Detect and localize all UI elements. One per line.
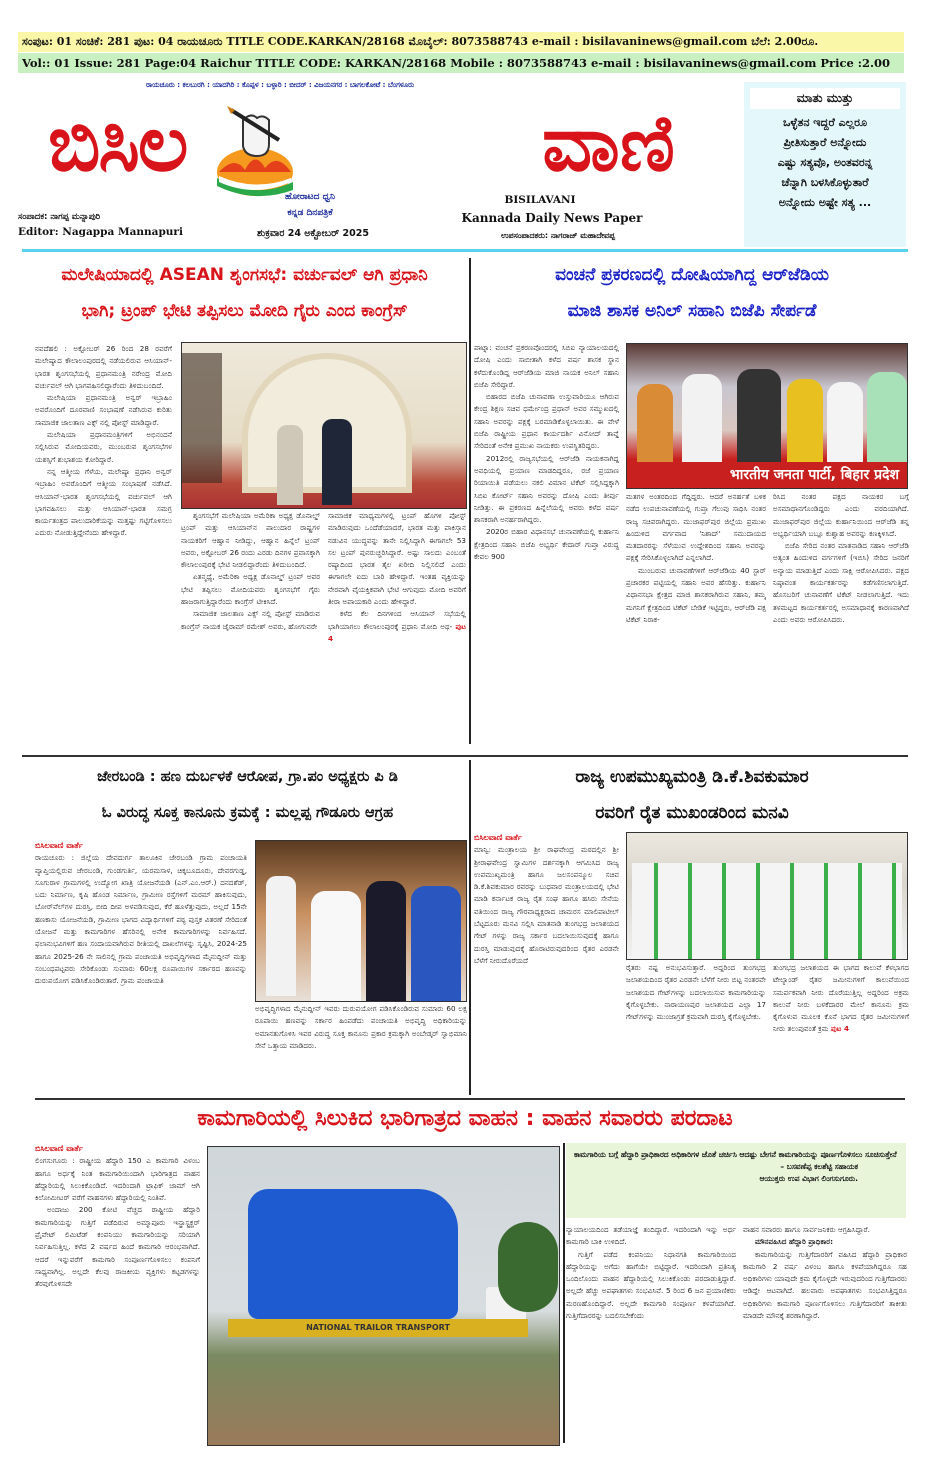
story1-photo (181, 342, 467, 509)
column-divider (563, 1143, 565, 1443)
paragraph: ನವದೆಹಲಿ : ಅಕ್ಟೋಬರ್ 26 ರಿಂದ 28 ರವರೆಗೆ ಮಲೇಷ್ಯಾದ ಕೌಲಾಲಂಪುರದಲ್ಲಿ ನಡೆಯಲಿರುವ ಆಸಿಯಾನ್-ಭಾರತ ಶೃಂಗಸಭೆಯಲ್ಲಿ ಪ್ರಧಾನಮಂತ್ರಿ ನರೇಂದ್ರ ಮೋದಿ ವರ್ಚುವಲ್ ಆಗಿ ಭಾಗವಹಿಸಲಿದ್ದಾರೆಂದು ತಿಳಿದುಬಂದಿದೆ. (35, 344, 172, 390)
person (737, 369, 781, 464)
story2-column-3 (773, 491, 909, 743)
person (266, 876, 296, 996)
story-kicker: ಬಿಸಿಲವಾಣಿ ವಾರ್ತೆ (474, 833, 522, 842)
editor-english: Editor: Nagappa Mannapuri (18, 226, 183, 238)
quote-line: ಒಳ್ಳೆತನ ಇದ್ದರೆ ಎಲ್ಲರೂ (783, 116, 867, 129)
person (311, 891, 361, 1001)
story3-photo (255, 840, 467, 1002)
paragraph (328, 608, 466, 645)
story3-headline-line1: ಜೇರಬಂಡಿ : ಹಣ ದುರ್ಬಳಕೆ ಆರೋಪ, ಗ್ರಾ.ಪಂ ಅಧ್ಯಕ್ಷರು ಪಿ ಡಿ (97, 769, 398, 785)
masthead-divider (22, 249, 908, 252)
paragraph: ಏತನ್ಮಧ್ಯೆ, ಅಮೆರಿಕಾ ಅಧ್ಯಕ್ಷ ಡೊನಾಲ್ಡ್ ಟ್ರಂಪ್ ಅವರ ಭೇಟಿ ತಪ್ಪಿಸಲು ಮೋದಿಯವರು ಶೃಂಗಸಭೆಗೆ ಗೈರು ಹಾಜರಾಗುತ್ತಿದ್ದಾರೆಂದು ಕಾಂಗ್ರೆಸ್ ಟೀಕಿಸಿದೆ. (181, 572, 320, 607)
column-divider (469, 760, 471, 1095)
quote-line: ಪ್ರೀತಿಸುತ್ತಾರೆ ಅನ್ನೋದು (783, 136, 867, 149)
story2-column-1 (474, 342, 619, 742)
paragraph: ಮಲೇಷಿಯಾ ಪ್ರಧಾನಮಂತ್ರಿ ಅನ್ವರ್ ಇಬ್ರಾಹಿಂ ಅವರೊಂದಿಗೆ ದೂರವಾಣಿ ಸಂಭಾಷಣೆ ನಡೆಸಿರುವ ಕುರಿತು ಸಾಮಾಜಿಕ ಜಾಲತಾಣ ಎಕ್ಸ್ ನಲ್ಲಿ ಪೋಸ್ಟ್ ಮಾಡಿದ್ದಾರೆ. (35, 393, 172, 427)
subheading: ಮೌನವಹಿಸಿದ ಹೆದ್ದಾರಿ ಪ್ರಾಧಿಕಾರ: (755, 1237, 833, 1247)
photo-banner-text: भारतीय जनता पार्टी, बिहार प्रदेश (627, 462, 907, 488)
paragraph: ಅಂದಾಜು 200 ಕೋಟಿ ವೆಚ್ಚದ ರಾಷ್ಟ್ರೀಯ ಹೆದ್ದಾರಿ ಕಾಮಗಾರಿಯನ್ನು ಗುತ್ತಿಗೆ ಪಡೆದಿರುವ ಅಮ್ಮಾಪೂರು ಇನ್ಫ್ರಾಸ್ಟ್ರಕ್ಚರ್ ಪ್ರೈವೇಟ್ ಲಿಮಿಟೆಡ್ ಕಂಪನಿಯು ಕಾಮಗಾರಿಯನ್ನು ಸರಿಯಾಗಿ ನಿರ್ವಹಿಸುತ್ತಿಲ್ಲ. ಕಳೆದ 2 ವರ್ಷದ ಹಿಂದೆ ಕಾಮಗಾರಿ ಆರಂಭವಾಗಿದೆ. ಆದರೆ ಇನ್ನುವರೆಗೆ ಕಾಮಗಾರಿ ಸಂಪೂರ್ಣಗೊಳಿಸಲು ಕಂಪನಿಗೆ ಸಾಧ್ಯವಾಗಿಲ್ಲ. ಅಲ್ಲದೇ ಕೆಲವು ರಾಜಕೀಯ ವ್ಯಕ್ತಿಗಳು ಕಟ್ಟಡಗಳನ್ನು ತೆರವುಗೊಳಿಸದೇ (35, 1205, 200, 1289)
quote-box (744, 82, 906, 247)
tagline-voice: ಹೋರಾಟದ ಧ್ವನಿ (284, 192, 336, 202)
paragraph: ರಿಸಿದ ನಂತರ ಪಕ್ಷದ ನಾಯಕರ ಬಗ್ಗೆ ಅಸಮಾಧಾನಗೊಂಡಿದ್ದರು ಎಂದು ವರದಿಯಾಗಿದೆ. ಮುಜಾಫರ್‌ಪುರ ಜಿಲ್ಲೆಯ ಕುರ್ಹಾನಿಯಿಂದ ಆರ್‌ಜೆಡಿ ತನ್ನ ಅಭ್ಯರ್ಥಿಯಾಗಿ ಬಬ್ಲೂ ಕುಶ್ವಾಹ ಅವರನ್ನು ಕಣಕ್ಕಿಳಿಸಿದೆ. (773, 492, 909, 538)
person (366, 881, 406, 1001)
edition-cities: ರಾಯಚೂರು : ಕಲಬುರಗಿ : ಯಾದಗಿರಿ : ಕೊಪ್ಪಳ : ಬಳ್ಳಾರಿ : ಬೀದರ್ : ವಿಜಯನಗರ : ಬಾಗಲಕೋಟೆ : ಬೆಂಗಳೂರು (145, 81, 415, 89)
paragraph: ಮತಗಳ ಅಂತರದಿಂದ ಗೆದ್ದಿದ್ದರು. ಆದರೆ ಅನರ್ಹತೆ ಬಳಿಕ ನಡೆದ ಉಪಚುನಾವಣೆಯಲ್ಲಿ ಗುಪ್ತಾ ಗೆಲುವು ಸಾಧಿಸಿ ನಂತರ ರಾಜ್ಯ ಸಚಿವರಾಗಿದ್ದರು. ಮುಜಾಫರ್‌ಪುರ ಜಿಲ್ಲೆಯ ಪ್ರಮುಖ ಹಿಂದುಳಿದ ವರ್ಗವಾದ 'ನಿಶಾದ್' ಸಮುದಾಯದ ಮತದಾರರನ್ನು ಸೆಳೆಯುವ ಉದ್ದೇಶದಿಂದ ಸಹಾನಿ ಅವರನ್ನು ಪಕ್ಷಕ್ಕೆ ಸೇರಿಸಿಕೊಳ್ಳಲಾಗಿದೆ ಎನ್ನಲಾಗಿದೆ. (626, 492, 766, 563)
paragraph: ನನ್ನ ಆತ್ಮೀಯ ಗೆಳೆಯ, ಮಲೇಷ್ಯಾ ಪ್ರಧಾನಿ ಅನ್ವರ್ ಇಬ್ರಾಹಿಂ ಅವರೊಂದಿಗೆ ಆತ್ಮೀಯ ಸಂಭಾಷಣೆ ನಡೆಸಿದೆ. ಆಸಿಯಾನ್-ಭಾರತ ಶೃಂಗಸಭೆಯಲ್ಲಿ ವರ್ಚುವಲ್ ಆಗಿ ಭಾಗವಹಿಸಲು ಮತ್ತು ಆಸಿಯಾನ್-ಭಾರತ ಸಮಗ್ರ ಕಾರ್ಯತಂತ್ರದ ಪಾಲುದಾರಿಕೆಯನ್ನು ಮತ್ತಷ್ಟು ಗಟ್ಟಿಗೊಳಿಸಲು ಎದುರು ನೋಡುತ್ತಿದ್ದೇನೆಂದು ಹೇಳಿದ್ದಾರೆ. (35, 466, 172, 538)
paragraph: ಸಾಮಾಜಿಕ ಮಾಧ್ಯಮಗಳಲ್ಲಿ ಟ್ರಂಪ್ ಹೊಗಳಿ ಪೋಸ್ಟ್ ಮಾಡಿರುವುದು ಒಂದೆಡೆಯಾದರೆ, ಭಾರತ ಮತ್ತು ಪಾಕಿಸ್ತಾನ ನಡುವಿನ ಯುದ್ಧವನ್ನು ತಾನೇ ನಿಲ್ಲಿಸಿದ್ದಾಗಿ ಈಗಾಗಲೇ 53 ಸಲ ಟ್ರಂಪ್ ಪುನರುಚ್ಚರಿಸಿದ್ದಾರೆ. ಅಷ್ಟು ಸಾಲದು ಎಂಬಂತೆ ರಷ್ಯಾದಿಂದ ಭಾರತ ತೈಲ ಖರೀದಿ ನಿಲ್ಲಿಸಲಿದೆ ಎಂದು ಈಗಾಗಲೇ ಐದು ಬಾರಿ ಹೇಳಿದ್ದಾರೆ. ಇಂತಹ ವ್ಯಕ್ತಿಯನ್ನು ನೇರವಾಗಿ ವೈಯಕ್ತಿಕವಾಗಿ ಭೇಟಿ ಆಗುವುದು ಮೋದಿ ಅವರಿಗೆ ತೀರಾ ಅಪಾಯಕಾರಿ ಎಂದು ಹೇಳಿದ್ದಾರೆ. (328, 511, 466, 607)
furniture (182, 353, 222, 483)
story4-headline-line1: ರಾಜ್ಯ ಉಪಮುಖ್ಯಮಂತ್ರಿ ಡಿ.ಕೆ.ಶಿವಕುಮಾರ (575, 767, 809, 787)
paragraph: ರೈತರು ನಷ್ಟ ಅನುಭವಿಸುತ್ತಾರೆ. ಅದ್ದರಿಂದ ತುಂಗಭದ್ರ ಜಲಾಶಯದಿಂದ ರೈತರ ಎರಡನೇ ಬೆಳೆಗೆ ನೀರು ಬಿಟ್ಟ ನಂತರವೇ ಜಲಾಶಯದ ಗೇಟ್‌ಗಳನ್ನು ಬದಲಾಯಿಸುವ ಕಾಮಗಾರಿಯನ್ನು ಕೈಗೊಳ್ಳಬೇಕು. ನಾರಾಯಣಪುರ ಜಲಾಶಯದ ಎಲ್ಲಾ 17 ಗೇಟ್‌ಗಳನ್ನು ಮುಂಜಾಗ್ರತೆ ಕ್ರಮವಾಗಿ ದುರಸ್ತಿ ಕೈಗೊಳ್ಳಬೇಕು. (626, 963, 766, 1022)
story1-headline-line1: ಮಲೇಷಿಯಾದಲ್ಲಿ ASEAN ಶೃಂಗಸಭೆ: ವರ್ಚುವಲ್ ಆಗಿ ಪ್ರಧಾನಿ (61, 265, 428, 285)
story4-photo (626, 832, 908, 960)
person (411, 886, 461, 1001)
paragraph: ಕಾಮಗಾರಿಯನ್ನು ಗುತ್ತಿಗೆದಾರರಿಗೆ ವಹಿಸಿದ ಹೆದ್ದಾರಿ ಪ್ರಾಧಿಕಾರ ಕಾಮಗಾರಿ 2 ವರ್ಷ ವಿಳಂಬ ಹಾಗೂ ಕಳಪೆಯಾಗಿದ್ದರೂ ಸಹ ಅಧಿಕಾರಿಗಳು ಯಾವುದೇ ಕ್ರಮ ಕೈಗೊಳ್ಳದೇ ಇರುವುದರಿಂದ ಗುತ್ತಿಗೆದಾರರು ಆಡಿದ್ದೇ ಆಟವಾಗಿದೆ. ಹಲವಾರು ಅಪಘಾತಗಳು ಸಂಭವಿಸಿತ್ತಿದ್ದರೂ ಅಧಿಕಾರಿಗಳು ಕಾಮಗಾರಿ ಪೂರ್ಣಗೊಳಿಸಲು ಗುತ್ತಿಗೆದಾರರಿಗೆ ತಾಕೀತು ಮಾಡದೇ ಮೌನಕ್ಕೆ ಶರಣಾಗಿದ್ದಾರೆ. (743, 1249, 907, 1321)
paragraph: 2020ರ ಬಿಹಾರ ವಿಧಾನಸಭೆ ಚುನಾವಣೆಯಲ್ಲಿ ಕುರ್ಹಾನಿ ಕ್ಷೇತ್ರದಿಂದ ಸಹಾನಿ ಬಿಜೆಪಿ ಅಭ್ಯರ್ಥಿ ಕೇದಾರ್ ಗುಪ್ತಾ ವಿರುದ್ಧ ಕೇವಲ 900 (474, 527, 619, 562)
story1-column-3 (328, 510, 466, 745)
paragraph: ಲಿಂಗಸುಗೂರು : ರಾಷ್ಟ್ರೀಯ ಹೆದ್ದಾರಿ 150 ಎ ಕಾಮಗಾರಿ ವಿಳಂಬ ಹಾಗೂ ಅರ್ಧಕ್ಕೆ ನಿಂತ ಕಾಮಗಾರಿಯಿಂದಾಗಿ ಭಾರಿಗಾತ್ರದ ವಾಹನ ಹೆದ್ದಾರಿಯಲ್ಲಿ ಸಿಲುಕಿಕೊಂಡಿದೆ. ಇದರಿಂದಾಗಿ ಟ್ರಾಫಿಕ್ ಜಾಮ್ ಆಗಿ ಕಿಲೋಮೀಟರ್ ವರೆಗೆ ವಾಹನಗಳು ಹೆದ್ದಾರಿಯಲ್ಲಿ ನಿಂತಿವೆ. (35, 1156, 200, 1203)
brand-subtitle: Kannada Daily News Paper (461, 211, 643, 225)
person-left (277, 425, 303, 505)
story2-headline-line1: ವಂಚನೆ ಪ್ರಕರಣದಲ್ಲಿ ದೋಷಿಯಾಗಿದ್ದ ಆರ್‌ಜೆಡಿಯ (555, 265, 829, 285)
story5-column-1 (35, 1143, 200, 1443)
story1-column-2 (181, 510, 320, 745)
story5-headline: ಕಾಮಗಾರಿಯಲ್ಲಿ ಸಿಲುಕಿದ ಭಾರಿಗಾತ್ರದ ವಾಹನ : ವಾಹನ ಸವಾರರು ಪರದಾಟ (197, 1106, 733, 1131)
paragraph: ಮುಂಬರುವ ಚುನಾವಣೆಗಳಿಗೆ ಆರ್‌ಜೆಡಿಯ 40 ಸ್ಟಾರ್ ಪ್ರಚಾರಕರ ಪಟ್ಟಿಯಲ್ಲಿ ಸಹಾನಿ ಅವರ ಹೆಸರಿತ್ತು. ಕುರ್ಹಾನಿ ವಿಧಾನಸಭಾ ಕ್ಷೇತ್ರದ ಮಾಜಿ ಶಾಸಕರಾಗಿರುವ ಸಹಾನಿ, ತಮ್ಮ ಮಗನಿಗೆ ಕ್ಷೇತ್ರದಿಂದ ಟಿಕೆಟ್ ಬೇಡಿಕೆ ಇಟ್ಟಿದ್ದರು, ಆರ್‌ಜೆಡಿ ಪಕ್ಷ ಟಿಕೆಟ್ ನಿರಾಕ- (626, 565, 766, 624)
masthead-title-left: ಬಿಸಿಲ (48, 99, 187, 189)
brand-name: BISILAVANI (504, 194, 576, 206)
story4-column-3 (773, 962, 909, 1094)
paragraph: ಸಾಮಾಜಿಕ ಜಾಲತಾಣ ಎಕ್ಸ್ ನಲ್ಲಿ ಪೋಸ್ಟ್ ಮಾಡಿರುವ ಕಾಂಗ್ರೆಸ್ ನಾಯಕ ಜೈರಾಮ್ ರಮೇಶ್ ಅವರು, ಹೋಗುವರೇ (181, 609, 320, 631)
paragraph-text: ಕಳೆದ ಕೆಲ ದಿನಗಳಿಂದ ಆಸಿಯಾನ್ ಸಭೆಯಲ್ಲಿ ಭಾಗಿಯಾಗಲು ಕೌಲಾಲಂಪುರಕ್ಕೆ ಪ್ರಧಾನಿ ಮೋದಿ ಅಥ- (328, 609, 466, 631)
story2-column-2 (626, 491, 766, 743)
story3-column-2 (255, 1003, 467, 1095)
paragraph: ಮಲೇಷಿಯಾ ಪ್ರಧಾನಮಂತ್ರಿಗಳಿಗೆ ಅಭಿನಂದನೆ ಸಲ್ಲಿಸಿರುವ ಮೋದಿಯವರು, ಮುಂಬರುವ ಶೃಂಗಸಭೆಗಳ ಯಶಸ್ಸಿಗೆ ಶುಭಾಶಯ ಕೋರಿದ್ದಾರೆ. (35, 430, 172, 464)
person (682, 374, 722, 464)
group-of-farmers (632, 863, 902, 959)
quote-line: ಚೆನ್ನಾಗಿ ಬಳಸಿಕೊಳ್ಳುತಾರೆ (781, 176, 869, 189)
quote-line: ಎಷ್ಟು ಸತ್ಯವೊ, ಅಂತವರನ್ನ (777, 156, 873, 169)
paragraph: ನ್ಯಾಯಾಲಯದಿಂದ ತಡೆಯಾಜ್ಞೆ ತಂದಿದ್ದಾರೆ. ಇದರಿಂದಾಗಿ ಇನ್ನು ಅರ್ಧ ಕಾಮಗಾರಿ ಬಾಕಿ ಉಳಿದಿದೆ. (566, 1225, 736, 1247)
continued-marker[interactable]: ಪುಟ 4 (830, 1024, 849, 1034)
pull-quote-attribution: – ಬಸವಣೆಪ್ಪ ಕಲಶೆಟ್ಟಿ ಸಹಾಯಕ (780, 1162, 858, 1171)
paragraph: ಬಿಹಾರದ ಬಿಜೆಪಿ ಚುನಾವಣಾ ಉಸ್ತುವಾರಿಯೂ ಆಗಿರುವ ಕೇಂದ್ರ ಶಿಕ್ಷಣ ಸಚಿವ ಧರ್ಮೇಂದ್ರ ಪ್ರಧಾನ್ ಅವರ ಸಮ್ಮುಖದಲ್ಲಿ ಸಹಾನಿ ಅವರನ್ನು ಪಕ್ಷಕ್ಕೆ ಬರಮಾಡಿಕೊಳ್ಳಲಾಯಿತು. ಈ ವೇಳೆ ಬಿಜೆಪಿ ರಾಷ್ಟ್ರೀಯ ಪ್ರಧಾನ ಕಾರ್ಯದರ್ಶಿ ವಿನೋದ್ ತಾವ್ಡೆ ಸೇರಿದಂತೆ ಅನೇಕ ಪ್ರಮುಖ ನಾಯಕರು ಉಪಸ್ಥಿತರಿದ್ದರು. (474, 392, 619, 451)
person (867, 372, 907, 464)
tagline-daily: ಕನ್ನಡ ದಿನಪತ್ರಿಕೆ (287, 208, 333, 218)
person-right (322, 419, 352, 505)
story2-headline-line2: ಮಾಜಿ ಶಾಸಕ ಅನಿಲ್ ಸಹಾನಿ ಬಿಜೆಪಿ ಸೇರ್ಪಡೆ (567, 301, 817, 321)
tarp-covered-cargo (248, 1189, 458, 1319)
continued-marker[interactable]: ಪುಟ 4 (328, 621, 466, 643)
story-kicker: ಬಿಸಿಲವಾಣಿ ವಾರ್ತೆ (35, 1144, 83, 1153)
masthead-title-right: ವಾಣಿ (542, 99, 675, 189)
trailer-label: NATIONAL TRAILOR TRANSPORT (228, 1319, 528, 1337)
paragraph: 2012ರಲ್ಲಿ ರಾಜ್ಯಸಭೆಯಲ್ಲಿ ಆರ್‌ಜೆಡಿ ನಾಯಕನಾಗಿದ್ದ ಅವಧಿಯಲ್ಲಿ ಪ್ರಯಾಣ ಮಾಡದಿದ್ದರೂ, ರಜೆ ಪ್ರಯಾಣ ರಿಯಾಯಿತಿ ಪಡೆಯಲು ನಕಲಿ ವಿಮಾನ ಟಿಕೆಟ್ ಸಲ್ಲಿಸಿದ್ದಕ್ಕಾಗಿ ಸಿಬಿಐ ಕೋರ್ಟ್ ಸಹಾನಿ ಅವರನ್ನು ದೋಷಿ ಎಂದು ತೀರ್ಪು ನೀಡಿತ್ತು. ಈ ಪ್ರಕರಣದ ಹಿನ್ನೆಲೆಯಲ್ಲಿ ಅವರು ಕಳೆದ ವರ್ಷ ಶಾಸಕರಾಗಿ ಅನರ್ಹರಾಗಿದ್ದರು. (474, 453, 619, 525)
story2-photo (626, 343, 908, 489)
quote-heading: ಮಾತು ಮುತ್ತು (750, 88, 900, 109)
story3-column-1 (35, 840, 247, 1095)
info-strip-kannada: ಸಂಪುಟ: 01 ಸಂಚಿಕೆ: 281 ಪುಟ: 04 ರಾಯಚೂರು TITLE CODE.KARKAN/28168 ಮೊಬೈಲ್: 8073588743 e-mail : bisilavaninews@gmail.com ಬೆಲೆ: 2.00ರೂ. (18, 32, 904, 52)
quote-body (750, 113, 900, 213)
section-divider (35, 1098, 905, 1100)
raised-fist-pen-icon (205, 100, 305, 200)
paragraph: ಬಿಜೆಪಿ ಸೇರಿದ ನಂತರ ಮಾತನಾಡಿದ ಸಹಾನಿ ಆರ್‌ಜೆಡಿ ಅತ್ಯಂತ ಹಿಂದುಳಿದ ವರ್ಗಗಳಿಗೆ (ಇಬಿಸಿ) ಸೇರಿದ ಜನರಿಗೆ ಅನ್ಯಾಯ ಮಾಡುತ್ತಿದೆ ಎಂದು ಸಾಕ್ಷಿ ಆರೋಪಿಸಿದರು. ಪಕ್ಷದ ನಿಷ್ಠಾವಂತ ಕಾರ್ಯಕರ್ತರನ್ನು ಕಡೆಗಣಿಸಲಾಗುತ್ತಿದೆ. ಹೊಸಬರಿಗೆ ಚುನಾವಣೆಗೆ ಟಿಕೆಟ್ ನೀಡಲಾಗುತ್ತಿದೆ. ಇದು ತಳಮಟ್ಟದ ಕಾರ್ಯಕರ್ತರಲ್ಲಿ ಅಸಮಾಧಾನಕ್ಕೆ ಕಾರಣವಾಗಿದೆ ಎಂದು ಅವರು ಆರೋಪಿಸಿದರು. (773, 541, 909, 624)
paragraph: ಮಾನ್ವಿ: ಮಂತ್ರಾಲಯ ಶ್ರೀ ರಾಘವೇಂದ್ರ ಮಠದಲ್ಲಿನ ಶ್ರೀ ಶ್ರೀರಾಘವೇಂದ್ರ ಸ್ವಾಮಿಗಳ ದರ್ಶನಕ್ಕಾಗಿ ಆಗಮಿಸಿದ ರಾಜ್ಯ ಉಪಮುಖ್ಯಮಂತ್ರಿ ಹಾಗೂ ಜಲಸಂಪನ್ಮೂಲ ಸಚಿವ ಡಿ.ಕೆ.ಶಿವಕುಮಾರ ರವರನ್ನು ಬುಧವಾರ ಮಂತ್ರಾಲಯದಲ್ಲಿ ಭೇಟಿ ಮಾಡಿ ಕರ್ನಾಟಕ ರಾಜ್ಯ ರೈತ ಸಂಘ ಹಾಗೂ ಹಸಿರು ಸೇನೆಯ ವತಿಯಿಂದ ರಾಜ್ಯ ಗೌರವಾಧ್ಯಕ್ಷರಾದ ಚಾಮರಸ ಮಾಲಿಪಾಟೀಲ್ ಬೆಟ್ಟದೂರು ಮನವಿ ಸಲ್ಲಿಸಿ ಮಾತನಾಡಿ ತುಂಗಭದ್ರ ಜಲಾಶಯದ ಗೇಟ್ ಗಳನ್ನು ರಾಜ್ಯ ಸರ್ಕಾರ ಬದಲಾಯಿಸುವುದಕ್ಕೆ ಹಾಗೂ ದುರಸ್ತಿ ಮಾಡುವುದಕ್ಕೆ ಹೊರಾಟಿರುವುದರಿಂದ ರೈತರ ಎರಡನೇ ಬೆಳೆಗೆ ನೀರುದೊರೆಯದೆ (474, 845, 619, 965)
paragraph: ಅಭಿವೃದ್ಧಿಗಳಾದ ಮೈನುದ್ದೀನ್ ಇವರು ದುರುಪಯೋಗ ಪಡಿಸಿಕೊಂಡಿರುವ ಸುಮಾರು 60 ಲಕ್ಷ ರೂಪಾಯಿ ಹಣವನ್ನು ಸರ್ಕಾರ ಹಿಂಪಡೆದು ಪಂಚಾಯತಿ ಅಭಿವೃದ್ಧಿ ಅಧಿಕಾರಿಯನ್ನು ಅಮಾನತುಗೊಳಿಸಿ ಇವರ ವಿರುದ್ಧ ಸೂಕ್ತ ಕಾನೂನು ಪ್ರಕಾರ ಕ್ರಮಕ್ಕಾಗಿ ಅಂಬೇಡ್ಕರ್ ಸ್ವಾಭಿಮಾನಿ ಸೇನೆ ಒತ್ತಾಯ ಮಾಡಿದರು. (255, 1004, 467, 1050)
pull-quote-text: ಕಾಮಗಾರಿಯ ಬಗ್ಗೆ ಹೆದ್ದಾರಿ ಪ್ರಾಧಿಕಾರದ ಅಧಿಕಾರಿಗಳ ಜೊತೆ ಚರ್ಚಿಸಿ ಆದಷ್ಟು ಬೇಗನೆ ಕಾಮಗಾರಿಯನ್ನು ಪೂರ್ಣಗೊಳಿಸಲು ಸೂಚಿಸುತ್ತೇನೆ (574, 1150, 897, 1159)
story5-column-2 (566, 1224, 736, 1444)
paragraph: ಗುತ್ತಿಗೆ ಪಡೆದ ಕಂಪನಿಯು ನಿಧಾನಗತಿ ಕಾಮಗಾರಿಯಿಂದ ಹೆದ್ದಾರಿಯನ್ನು ಅಗೆದು ಹಾಗೆಯೇ ಬಿಟ್ಟಿದ್ದಾರೆ. ಇದರಿಂದಾಗಿ ಪ್ರತಿನಿತ್ಯ ಒಂದಿಲೊಂದು ವಾಹನ ಹೆದ್ದಾರಿಯಲ್ಲಿ ಸಿಲುಕಿಕೊಂಡು ಪರದಾಡುತ್ತಿದ್ದಾರೆ. ಅಲ್ಲದೇ ಹೆಚ್ಚು ಅಪಘಾತಗಳು ಸಂಭವಿಸಿವೆ. 5 ರಿಂದ 6 ಜನ ಪ್ರಯಾಣಿಕರು ಮರಣಹೊಂದಿದ್ದಾರೆ. ಅಲ್ಲದೇ ಕಾಮಗಾರಿ ಸಂಪೂರ್ಣ ಕಳಪೆಯಾಗಿದೆ. ಗುತ್ತಿಗೆದಾರರನ್ನು ಬದಲಿಸಬೇಕೆಂದು (566, 1249, 736, 1321)
person (787, 379, 823, 464)
person (637, 384, 673, 464)
story3-headline-line2: ಓ ವಿರುದ್ಧ ಸೂಕ್ತ ಕಾನೂನು ಕ್ರಮಕ್ಕೆ : ಮಲ್ಲಪ್ಪ ಗೌಡೂರು ಆಗ್ರಹ (101, 805, 394, 821)
editor-kannada: ಸಂಪಾದಕ: ನಾಗಪ್ಪ ಮನ್ನಾಪುರಿ (18, 212, 101, 222)
story5-photo (207, 1146, 560, 1446)
quote-line: ಅನ್ನೋದು ಅಷ್ಟೇ ಸತ್ಯ ... (778, 196, 872, 209)
paragraph: ಪಾಟ್ನಾ: ವಂಚನೆ ಪ್ರಕರಣವೊಂದರಲ್ಲಿ ಸಿಬಿಐ ನ್ಯಾಯಾಲಯದಲ್ಲಿ ದೋಷಿ ಎಂದು ಸಾಬೀತಾಗಿ ಕಳೆದ ವರ್ಷ ಶಾಸಕ ಸ್ಥಾನ ಕಳೆದುಕೊಂಡಿದ್ದ ಆರ್‌ಜೆಡಿಯ ಮಾಜಿ ನಾಯಕ ಅನಿಲ್ ಸಹಾನಿ ಬಿಜೆಪಿ ಸೇರಿದ್ದಾರೆ. (474, 343, 619, 389)
paragraph: ಶೃಂಗಸಭೆಗೆ ಮಲೇಷಿಯಾ ಅಮೆರಿಕಾ ಅಧ್ಯಕ್ಷ ಡೊನಾಲ್ಡ್ ಟ್ರಂಪ್ ಮತ್ತು ಆಸಿಯಾನ್‌ನ ಪಾಲುದಾರ ರಾಷ್ಟ್ರಗಳ ನಾಯಕರಿಗೆ ಆಹ್ವಾನ ನೀಡಿದ್ದು, ಆಹ್ವಾನ ಹಿನ್ನೆಲೆ ಟ್ರಂಪ್ ಅವರು, ಅಕ್ಟೋಬರ್ 26 ರಂದು ಎರಡು ದಿನಗಳ ಪ್ರವಾಸಕ್ಕಾಗಿ ಕೌಲಾಲಂಪುರಕ್ಕೆ ಭೇಟಿ ನೀಡಲಿದ್ದಾರೆಂದು ತಿಳಿದುಬಂದಿದೆ. (181, 511, 320, 570)
person (827, 382, 863, 464)
paragraph: ವಾಹನ ಸವಾರರು ಹಾಗೂ ಸಾರ್ವಜನಿಕರು ಆಗ್ರಹಿಸಿದ್ದಾರೆ. (743, 1225, 870, 1234)
tree (498, 1222, 558, 1312)
story-kicker: ಬಿಸಿಲವಾಣಿ ವಾರ್ತೆ (35, 841, 83, 850)
paragraph-text: ತುಂಗಭದ್ರ ಜಲಾಶಯದ ಈ ಭಾಗದ ಕಾಲುವೆ ಕೆಳಭಾಗದ ಟೇಲ್ಯಾಂಡ್ ರೈತರ ಜಮೀನುಗಳಿಗೆ ಕಾಲುವೆಯಿಂದ ಸಮರ್ಪಕವಾಗಿ ನೀರು ದೊರೆಯುತ್ತಿಲ್ಲ ಅದ್ದರಿಂದ ಅಕ್ರಮ ಕಾಲುವೆ ನೀರು ಬಳಕೆದಾರರ ಮೇಲೆ ಕಾನೂನು ಕ್ರಮ ಕೈಗೊಳುವ ಮೂಲಕ ಕೊನೆ ಭಾಗದ ರೈತರ ಜಮೀನುಗಳಿಗೆ ನೀರು ತಲುಪುವಂತೆ ಕ್ರಮ (773, 963, 909, 1034)
story1-headline-line2: ಭಾಗಿ; ಟ್ರಂಪ್ ಭೇಟಿ ತಪ್ಪಿಸಲು ಮೋದಿ ಗೈರು ಎಂದ ಕಾಂಗ್ರೆಸ್ (81, 301, 408, 321)
sub-editor: ಉಪಸಂಪಾದಕರು: ನಾಗರಾಜ್ ಮಹಾದೇವಪ್ಪ (501, 231, 615, 240)
story4-headline-line2: ರವರಿಗೆ ರೈತ ಮುಖಂಡರಿಂದ ಮನವಿ (595, 803, 789, 823)
story4-column-2 (626, 962, 766, 1094)
paragraph (773, 962, 909, 1036)
story4-column-1 (474, 832, 619, 1094)
column-divider (469, 258, 471, 744)
issue-date: ಶುಕ್ರವಾರ 24 ಅಕ್ಟೋಬರ್ 2025 (257, 228, 369, 239)
pull-quote (566, 1143, 906, 1218)
info-strip-english: Vol:: 01 Issue: 281 Page:04 Raichur TITLE CODE: KARKAN/28168 Mobile : 8073588743 e-mail : bisilavaninews@gmail.com Price :2.00 (18, 53, 904, 73)
paragraph: ರಾಯಚೂರು : ಜಿಲ್ಲೆಯ ದೇವದುರ್ಗ ತಾಲೂಕಿನ ಜೇರಬಂಡಿ ಗ್ರಾಮ ಪಂಚಾಯತಿ ವ್ಯಾಪ್ತಿಯಲ್ಲಿರುವ ಜೇರಬಂಡಿ, ಗುಂಡಗುರ್ತಿ, ಯರಮಸಾಳ, ಚಿಕ್ಕಬೂದೂರು, ದೇವರಗುಡ್ಡ, ಸೂಗುರಾಳ ಗ್ರಾಮಗಳಲ್ಲಿ ಉದ್ಯೋಗ ಖಾತ್ರಿ ಯೋಜನೆಯಡಿ (ಎನ್.ಎಂ.ಆರ್.) ದನದಶೆಡ್, ಬದು ನಿರ್ಮಾಣ, ಕೃಷಿ ಹೊಂಡ ನಿರ್ಮಾಣ, ಗ್ರಾಮೀಣ ರಸ್ತೆಗಳಿಗೆ ಮರಮ್ ಹಾಕಿಸುವುದು, ಬೋರ್‌ವೆಲ್‌ಗಳ ದುರಸ್ತಿ, ಬೀದಿ ದೀಪ ಅಳವಡಿಸುವುದ, ಕೆರೆ ಹೂಳೆತ್ತುವುದು, ಅಲ್ಲದೆ 15ನೇ ಹಣಕಾಸು ಯೋಜನೆಯಡಿ, ಗ್ರಾಮೀಣ ಭಾಗದ ವಿದ್ಯಾರ್ಥಿಗಳಿಗೆ ಪಠ್ಯ ಪುಸ್ತಕ ವಿತರಣೆ ಸೇರಿದಂತೆ ಯೋಜನೆ ಮತ್ತು ಕಾಮಗಾರಿಗಳ ಹೆಸರಿನಲ್ಲಿ ಅನೇಕ ಕಾಮಗಾರಿಗಳನ್ನು ನಿರ್ವಹಿಸದೆ. ಫಲಾನುಭವಿಗಳಿಗೆ ಹಣ ಸಂದಾಯವಾಗಿರುವ ರೀತಿಯಲ್ಲಿ ದಾಖಲೆಗಳನ್ನು ಸೃಷ್ಟಿಸಿ, 2024-25 ಹಾಗೂ 2025-26 ನೇ ಸಾಲಿನಲ್ಲಿ ಗ್ರಾಮ ಪಂಚಾಯತಿ ಅಭಿವೃದ್ಧಿಗಳಾದ ಮೈನುದ್ದೀನ್ ಮತ್ತು ಸಂಬಂಧಪಟ್ಟವರು ಸೇರಿಕೊಂಡು ಸುಮಾರು 60ಲಕ್ಷ ರೂಪಾಯಿಗಳ ಸರ್ಕಾರದ ಹಣವನ್ನು ದುರುಪಯೋಗ ಪಡಿಸಿಕೊಂಡಿರುತಾರೆ. ಗ್ರಾಮ ಪಂಚಾಯತಿ (35, 853, 247, 986)
story5-column-3 (743, 1224, 907, 1444)
story1-column-1 (35, 343, 172, 743)
pull-quote-attribution-title: ಆಯುಕ್ತರು ಉಪ ವಿಭಾಗ ಲಿಂಗಸುಗೂರು. (759, 1174, 858, 1183)
section-divider (22, 755, 908, 757)
